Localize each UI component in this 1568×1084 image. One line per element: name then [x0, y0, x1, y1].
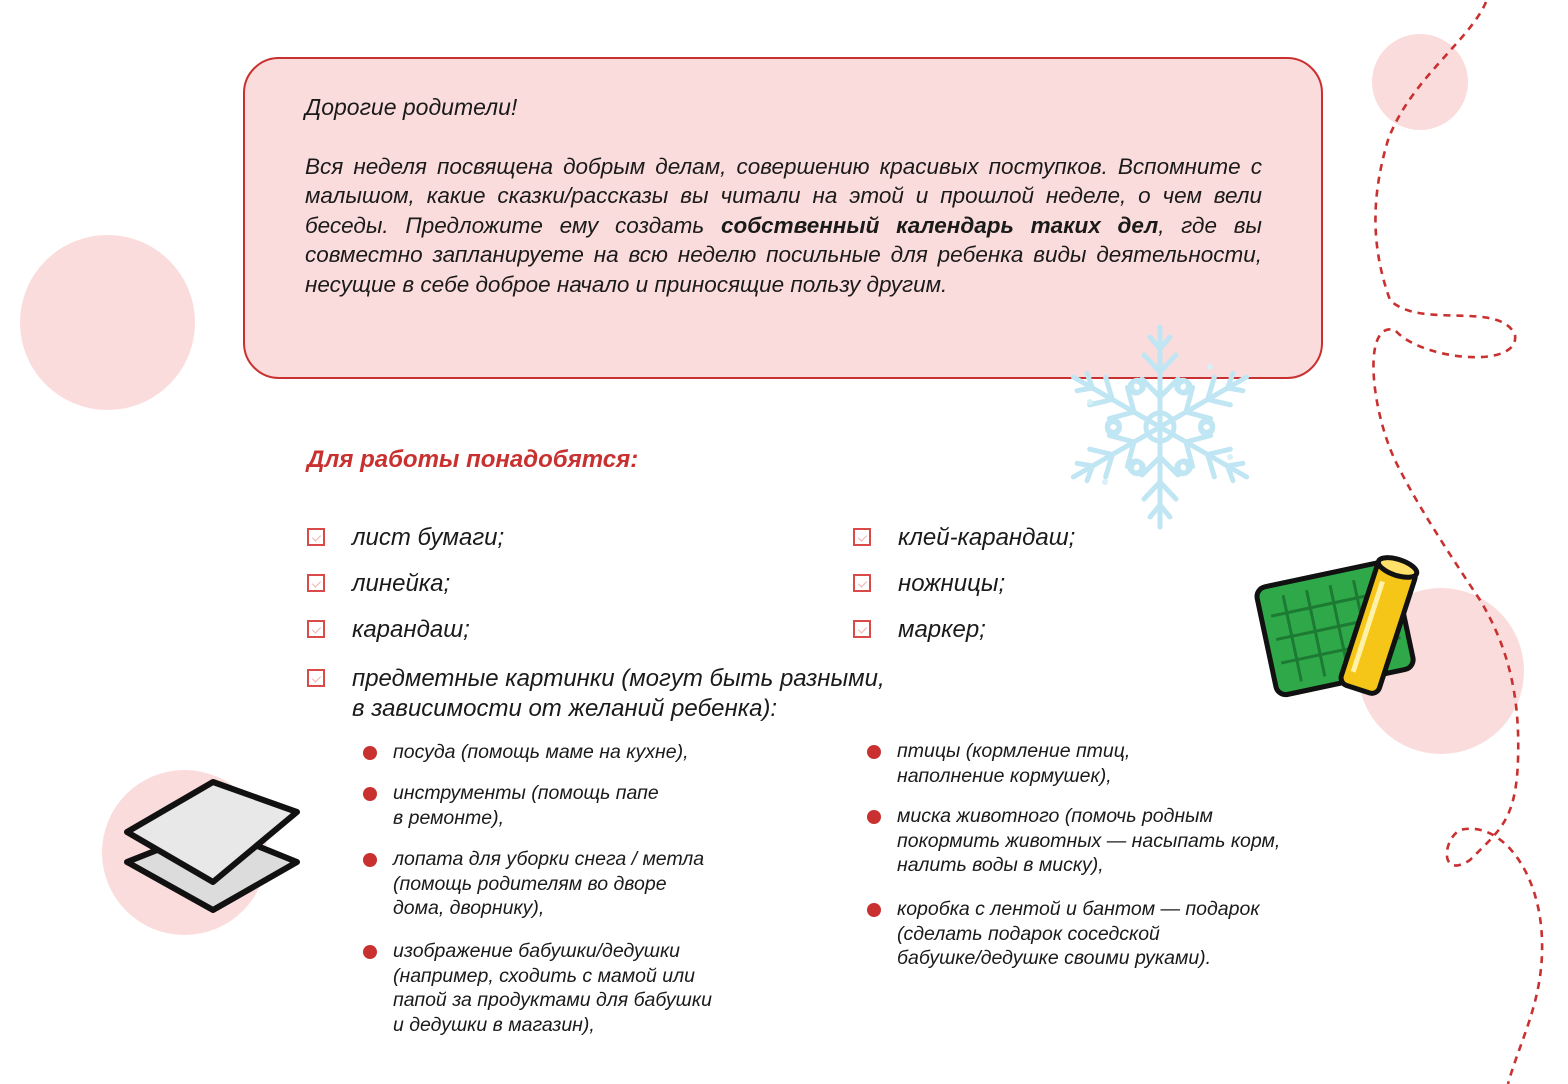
snowflake-icon — [1040, 312, 1280, 542]
example-line: в ремонте), — [393, 806, 505, 829]
example-pet-bowl — [897, 804, 1280, 878]
example-line: (помощь родителям во дворе — [393, 872, 667, 895]
intro-text — [305, 152, 1262, 299]
example-line: папой за продуктами для бабушки — [393, 989, 712, 1011]
example-line: (например, сходить с мамой или — [393, 964, 695, 987]
example-line: посуда (помощь маме на кухне), — [393, 741, 689, 763]
example-line: коробка с лентой и бантом — подарок — [897, 898, 1260, 920]
material-label: клей-карандаш; — [898, 524, 1076, 551]
example-grandparents — [393, 939, 712, 1037]
material-pencil — [352, 615, 470, 645]
example-gift-box — [897, 897, 1260, 971]
checkbox-icon — [853, 528, 871, 546]
intro-text-part2: , где вы совместно запланируете на всю неделю посильные для ребенка виды деятельности, несущие в себе доброе начало и приносящие пользу другим. — [305, 212, 1262, 297]
example-line: изображение бабушки/дедушки — [393, 940, 681, 962]
example-line: (сделать подарок соседской — [897, 922, 1160, 945]
bullet-dot-icon — [363, 746, 377, 760]
example-line: наполнение кормушек), — [897, 764, 1112, 787]
greeting-text: Дорогие родители! — [305, 94, 518, 120]
intro-text-part1: Вся неделя посвящена добрым делам, совершению красивых поступков. Вспомните с малышом, какие сказки/рассказы вы читали на этой и прошлой неделе, о чем вели беседы. Предложите ему создать — [305, 154, 1262, 238]
bullet-dot-icon — [363, 787, 377, 801]
checkbox-icon — [853, 574, 871, 592]
example-birds — [897, 739, 1130, 788]
example-line: птицы (кормление птиц, — [897, 740, 1131, 762]
material-label: карандаш; — [352, 616, 470, 643]
bullet-dot-icon — [867, 810, 881, 824]
example-line: дома, дворнику), — [393, 897, 545, 919]
example-line: покормить животных — насыпать корм, — [897, 829, 1281, 852]
checkbox-icon — [853, 620, 871, 638]
example-line: лопата для уборки снега / метла — [393, 848, 705, 870]
material-label: лист бумаги; — [352, 524, 505, 551]
material-ruler — [352, 569, 450, 599]
materials-heading: Для работы понадобятся: — [307, 446, 639, 473]
checkbox-icon — [307, 620, 325, 638]
material-label: линейка; — [352, 570, 451, 597]
material-label: ножницы; — [898, 570, 1006, 597]
material-marker — [898, 615, 986, 645]
paper-sheets-icon — [115, 770, 305, 920]
material-label: маркер; — [898, 616, 986, 643]
example-shovel — [393, 847, 704, 921]
material-label-line2: в зависимости от желаний ребенка): — [352, 695, 778, 722]
bullet-dot-icon — [867, 745, 881, 759]
material-label-line1: предметные картинки (могут быть разными, — [352, 665, 885, 692]
example-line: миска животного (помочь родным — [897, 805, 1213, 827]
bullet-dot-icon — [867, 903, 881, 917]
bullet-dot-icon — [363, 853, 377, 867]
checkbox-icon — [307, 574, 325, 592]
material-scissors — [898, 569, 1005, 599]
glue-stick-icon — [1250, 543, 1420, 703]
example-line: инструменты (помощь папе — [393, 782, 659, 804]
example-tools — [393, 781, 659, 830]
checkbox-icon — [307, 528, 325, 546]
intro-text-bold: собственный календарь таких дел — [720, 212, 1159, 238]
example-dishes — [393, 740, 688, 765]
example-line: бабушке/дедушке своими руками). — [897, 947, 1212, 969]
checkbox-icon — [307, 669, 325, 687]
example-line: и дедушки в магазин), — [393, 1013, 595, 1036]
bullet-dot-icon — [363, 945, 377, 959]
material-pictures — [352, 664, 885, 724]
example-line: налить воды в миску), — [897, 854, 1104, 876]
material-glue-stick — [898, 523, 1075, 553]
material-paper — [352, 523, 504, 553]
